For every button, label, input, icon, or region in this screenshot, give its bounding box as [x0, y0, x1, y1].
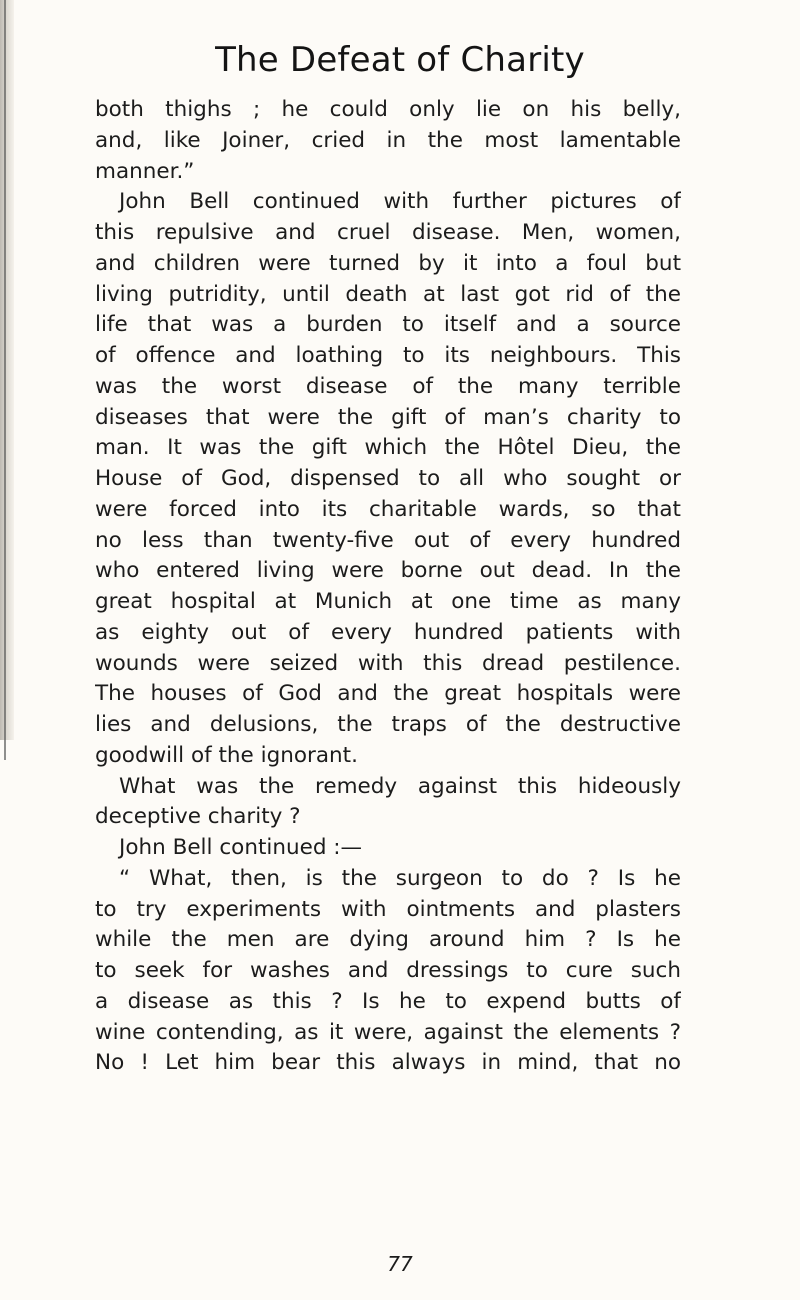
text-line: wine contending, as it were, against the elements ?	[95, 1019, 681, 1045]
text-line: as eighty out of every hundred patients with	[95, 619, 681, 645]
text-line: great hospital at Munich at one time as many	[95, 589, 681, 614]
text-line: No ! Let him bear this always in mind, that no	[95, 1050, 681, 1076]
text-line: goodwill of the ignorant.	[95, 742, 358, 768]
text-line: The houses of God and the great hospitals were	[95, 681, 681, 707]
text-line: was the worst disease of the many terrible	[95, 373, 681, 399]
text-line: a disease as this ? Is he to expend butts of	[95, 988, 681, 1014]
text-line: diseases that were the gift of man’s charity to	[95, 404, 681, 430]
text-line: and, like Joiner, cried in the most lamentable	[95, 127, 681, 153]
text-line: lies and delusions, the traps of the destructive	[95, 712, 681, 737]
text-line: no less than twenty-five out of every hundred	[95, 527, 681, 553]
text-line: deceptive charity ?	[95, 804, 301, 830]
text-line: both thighs ; he could only lie on his belly,	[95, 97, 681, 122]
text-line: to seek for washes and dressings to cure such	[95, 958, 681, 983]
text-line: wounds were seized with this dread pestilence.	[95, 650, 681, 676]
text-line: living putridity, until death at last got rid of the	[95, 281, 681, 307]
text-line: manner.”	[95, 158, 195, 184]
text-line: House of God, dispensed to all who sought or	[95, 466, 681, 491]
text-line: life that was a burden to itself and a source	[95, 312, 681, 338]
text-line: “ What, then, is the surgeon to do ? Is he	[119, 865, 681, 891]
text-line: man. It was the gift which the Hôtel Dieu, the	[95, 435, 681, 461]
text-line: and children were turned by it into a foul but	[95, 250, 681, 276]
text-line: who entered living were borne out dead. In the	[95, 558, 681, 584]
text-line: to try experiments with ointments and plasters	[95, 896, 681, 922]
body-text	[95, 95, 681, 1079]
binding-edge-line	[4, 0, 6, 760]
page-gutter-shadow	[0, 0, 14, 740]
text-line: of offence and loathing to its neighbours. This	[95, 343, 681, 368]
text-line: were forced into its charitable wards, so that	[95, 496, 681, 522]
text-line: What was the remedy against this hideously	[119, 773, 681, 799]
text-line: this repulsive and cruel disease. Men, women,	[95, 220, 681, 245]
page-number: 77	[387, 1252, 413, 1276]
text-line: while the men are dying around him ? Is he	[95, 927, 681, 953]
running-header-title: The Defeat of Charity	[215, 40, 585, 80]
text-line: John Bell continued :—	[119, 835, 363, 860]
text-line: John Bell continued with further pictures of	[119, 189, 681, 215]
